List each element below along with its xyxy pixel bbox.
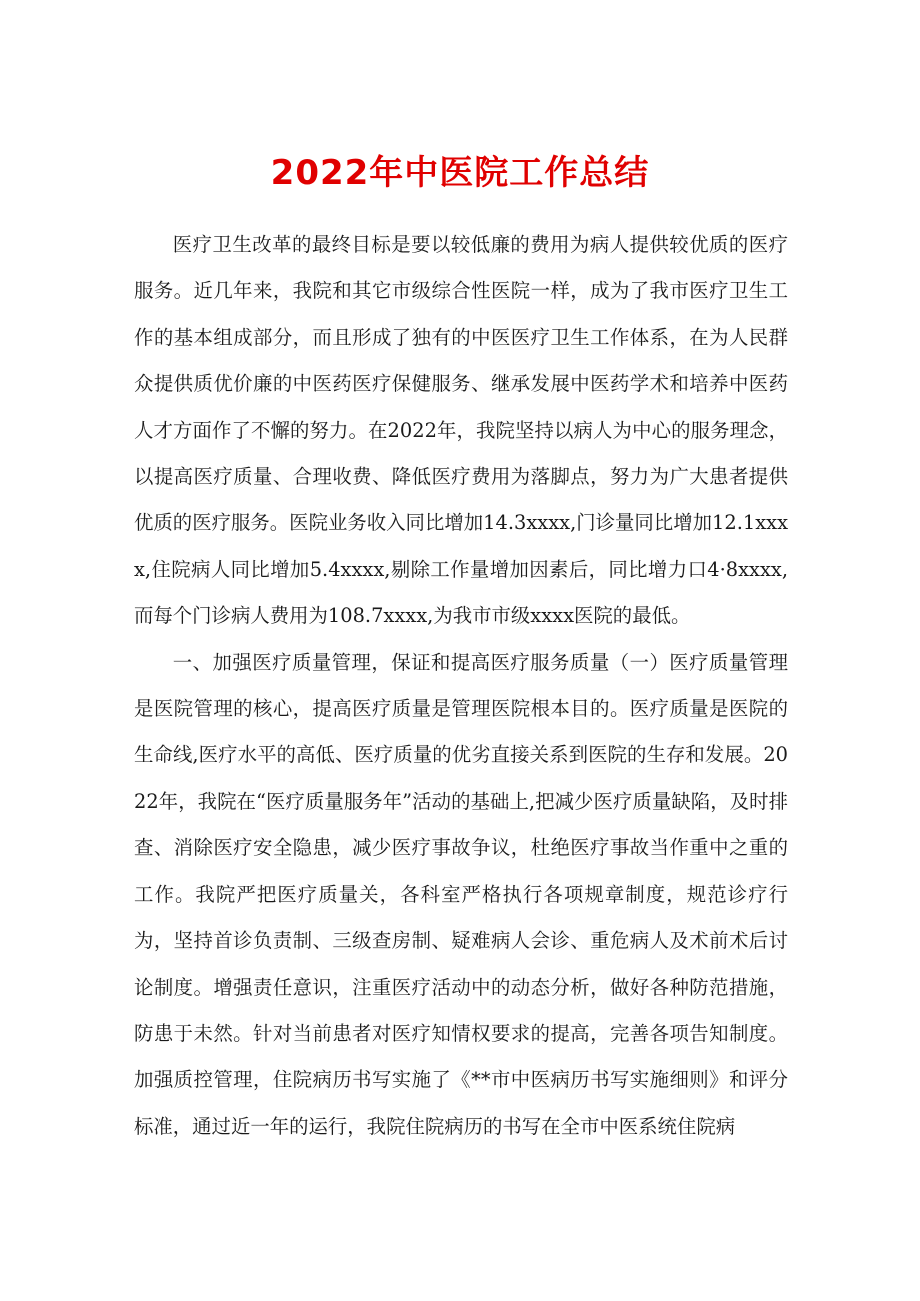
document-title: 2022年中医院工作总结 xyxy=(270,152,650,193)
document-body xyxy=(134,222,788,1150)
paragraph-intro: 医疗卫生改革的最终目标是要以较低廉的费用为病人提供较优质的医疗服务。近几年来，我院和其它市级综合性医院一样，成为了我市医疗卫生工作的基本组成部分，而且形成了独有的中医医疗卫生工作体系，在为人民群众提供质优价廉的中医药医疗保健服务、继承发展中医药学术和培养中医药人才方面作了不懈的努力。在2022年，我院坚持以病人为中心的服务理念，以提高医疗质量、合理收费、降低医疗费用为落脚点，努力为广大患者提供优质的医疗服务。医院业务收入同比增加14.3xxxx,门诊量同比增加12.1xxxx,住院病人同比增加5.4xxxx,剔除工作量增加因素后，同比增力口4·8xxxx,而每个门诊病人费用为108.7xxxx,为我市市级xxxx医院的最低。 xyxy=(134,233,788,628)
paragraph-quality-management: 一、加强医疗质量管理，保证和提高医疗服务质量（一）医疗质量管理是医院管理的核心，提高医疗质量是管理医院根本目的。医疗质量是医院的生命线,医疗水平的高低、医疗质量的优劣直接关系到医院的生存和发展。2022年，我院在“医疗质量服务年”活动的基础上,把减少医疗质量缺陷，及时排查、消除医疗安全隐患，减少医疗事故争议，杜绝医疗事故当作重中之重的工作。我院严把医疗质量关，各科室严格执行各项规章制度，规范诊疗行为，坚持首诊负责制、三级查房制、疑难病人会诊、重危病人及术前术后讨论制度。增强责任意识，注重医疗活动中的动态分析，做好各种防范措施，防患于未然。针对当前患者对医疗知情权要求的提高，完善各项告知制度。加强质控管理，住院病历书写实施了《**市中医病历书写实施细则》和评分标准，通过近一年的运行，我院住院病历的书写在全市中医系统住院病 xyxy=(134,650,788,1138)
